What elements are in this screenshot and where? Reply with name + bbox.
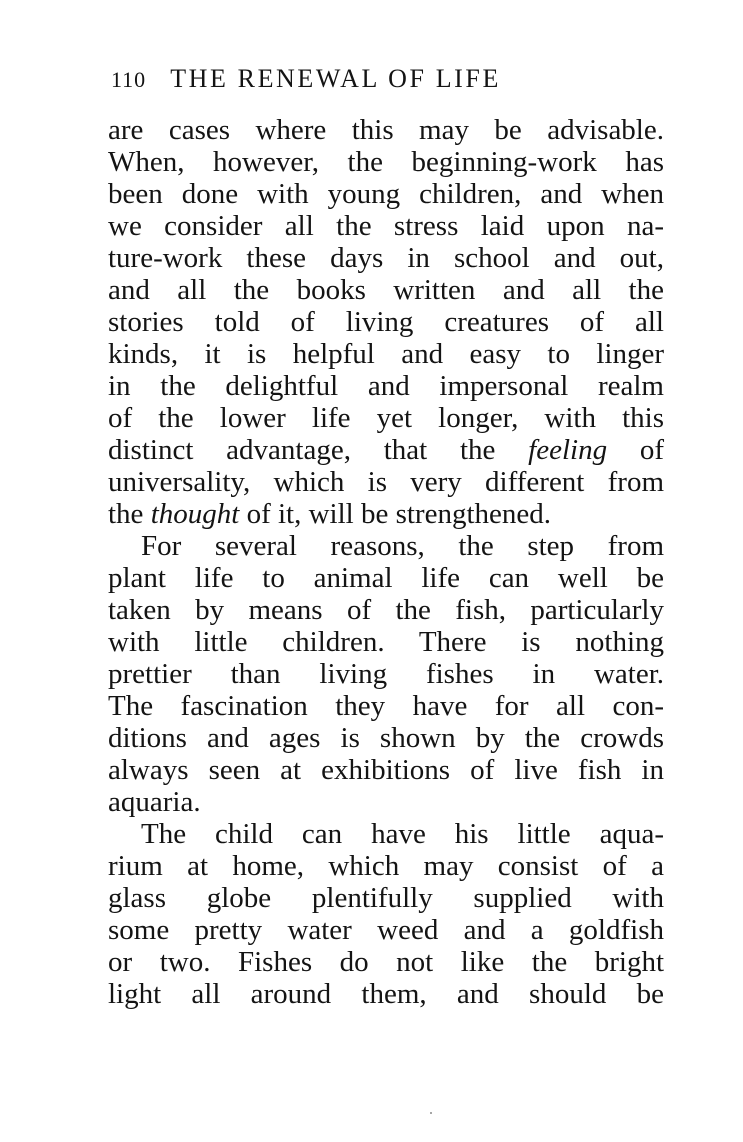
text-line <box>108 178 664 210</box>
text-line <box>108 690 664 722</box>
text-line <box>108 818 664 850</box>
text-line <box>108 306 664 338</box>
text-segment: For several reasons, the step from <box>141 530 664 562</box>
text-segment: or two. Fishes do not like the bright <box>108 946 664 978</box>
text-line <box>108 978 664 1010</box>
emphasized-word: thought <box>150 498 240 530</box>
text-segment: aquaria. <box>108 786 201 818</box>
text-segment: rium at home, which may consist of a <box>108 850 664 882</box>
text-segment: stories told of living creatures of all <box>108 306 664 338</box>
text-line <box>108 402 664 434</box>
text-segment: prettier than living fishes in water. <box>108 658 664 690</box>
text-line <box>108 786 664 818</box>
print-speck <box>430 1112 432 1114</box>
text-segment: the <box>108 498 151 530</box>
text-line <box>108 338 664 370</box>
text-line <box>108 882 664 914</box>
text-line <box>108 946 664 978</box>
text-line <box>108 370 664 402</box>
running-head: THE RENEWAL OF LIFE <box>170 64 501 93</box>
text-line <box>108 594 664 626</box>
text-line <box>108 434 664 466</box>
text-segment: are cases where this may be advisable. <box>108 114 664 146</box>
text-segment: ture-work these days in school and out, <box>108 242 664 274</box>
text-line <box>108 242 664 274</box>
text-segment: light all around them, and should be <box>108 978 664 1010</box>
text-segment: with little children. There is nothing <box>108 626 664 658</box>
body-text <box>108 114 664 1010</box>
text-segment: always seen at exhibitions of live fish in <box>108 754 664 786</box>
text-segment: When, however, the beginning-work has <box>108 146 664 178</box>
text-segment: of <box>607 434 664 466</box>
text-line <box>108 754 664 786</box>
text-segment: and all the books written and all the <box>108 274 664 306</box>
text-line <box>108 914 664 946</box>
text-segment: of it, will be strengthened. <box>239 498 551 530</box>
text-segment: kinds, it is helpful and easy to linger <box>108 338 664 370</box>
text-line <box>108 498 664 530</box>
text-line <box>108 658 664 690</box>
text-segment: ditions and ages is shown by the crowds <box>108 722 664 754</box>
text-segment: been done with young children, and when <box>108 178 664 210</box>
text-line <box>108 850 664 882</box>
text-segment: The fascination they have for all con- <box>108 690 664 722</box>
text-line <box>108 146 664 178</box>
page-header <box>111 64 671 104</box>
text-segment: in the delightful and impersonal realm <box>108 370 664 402</box>
text-segment: The child can have his little aqua- <box>141 818 664 850</box>
text-segment: of the lower life yet longer, with this <box>108 402 664 434</box>
text-segment: taken by means of the fish, particularly <box>108 594 664 626</box>
text-segment: universality, which is very different from <box>108 466 664 498</box>
text-line <box>108 562 664 594</box>
page-number: 110 <box>111 67 147 92</box>
text-segment: distinct advantage, that the <box>108 434 529 466</box>
text-line <box>108 210 664 242</box>
emphasized-word: feeling <box>528 434 608 466</box>
text-segment: glass globe plentifully supplied with <box>108 882 664 914</box>
text-segment: plant life to animal life can well be <box>108 562 664 594</box>
text-segment: we consider all the stress laid upon na- <box>108 210 664 242</box>
text-line <box>108 530 664 562</box>
text-line <box>108 466 664 498</box>
text-line <box>108 722 664 754</box>
text-line <box>108 274 664 306</box>
text-line <box>108 626 664 658</box>
text-line <box>108 114 664 146</box>
text-segment: some pretty water weed and a goldfish <box>108 914 664 946</box>
